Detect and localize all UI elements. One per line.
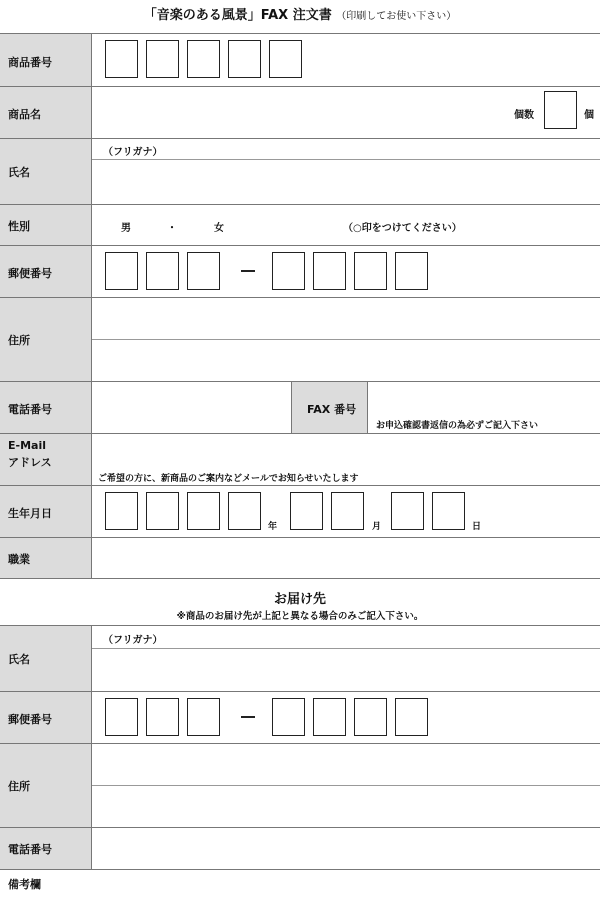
divider xyxy=(0,245,600,246)
remarks-label: 備考欄 xyxy=(8,878,41,891)
delivery-name-label: 氏名 xyxy=(8,653,30,666)
delivery-postal-label: 郵便番号 xyxy=(8,713,52,726)
address-field-line1[interactable] xyxy=(93,298,600,338)
day-unit: 日 xyxy=(472,522,482,532)
divider xyxy=(0,33,600,34)
phone-field[interactable] xyxy=(93,382,290,432)
phone-label-cell xyxy=(0,381,92,433)
fax-label: FAX 番号 xyxy=(307,403,357,416)
birth-month-digit-box[interactable] xyxy=(331,492,364,530)
year-unit: 年 xyxy=(268,522,278,532)
product-name-label-cell xyxy=(0,86,92,138)
email-label-line2: アドレス xyxy=(8,456,52,469)
product-name-field[interactable] xyxy=(93,87,513,137)
postal-label-cell xyxy=(0,245,92,297)
divider xyxy=(0,485,600,486)
postal-digit-box[interactable] xyxy=(313,252,346,290)
postal-digit-box[interactable] xyxy=(105,252,138,290)
name-field[interactable] xyxy=(93,160,600,203)
delivery-address-label: 住所 xyxy=(8,780,30,793)
birth-day-digit-box[interactable] xyxy=(432,492,465,530)
delivery-postal-digit-box[interactable] xyxy=(187,698,220,736)
birth-year-digit-box[interactable] xyxy=(187,492,220,530)
postal-digit-box[interactable] xyxy=(354,252,387,290)
product-number-label: 商品番号 xyxy=(8,56,52,69)
gender-separator: ・ xyxy=(167,223,177,234)
product-number-digit-box[interactable] xyxy=(187,40,220,78)
remarks-field[interactable] xyxy=(0,870,600,916)
product-number-digit-box[interactable] xyxy=(146,40,179,78)
delivery-phone-label: 電話番号 xyxy=(8,843,52,856)
birthday-label-cell xyxy=(0,485,92,537)
delivery-postal-label-cell xyxy=(0,691,92,743)
gender-label-cell xyxy=(0,204,92,245)
address-field-line2[interactable] xyxy=(93,340,600,380)
delivery-name-field[interactable] xyxy=(93,649,600,690)
address-label-cell xyxy=(0,297,92,381)
postal-digit-box[interactable] xyxy=(395,252,428,290)
fax-label-cell xyxy=(291,381,368,433)
form-title-text: 「音楽のある風景」FAX 注文書 xyxy=(143,8,332,23)
postal-dash xyxy=(241,270,255,272)
product-name-label: 商品名 xyxy=(8,108,41,121)
email-field[interactable] xyxy=(93,434,600,468)
gender-male[interactable]: 男 xyxy=(121,223,131,234)
delivery-postal-digit-box[interactable] xyxy=(272,698,305,736)
quantity-label: 個数 xyxy=(514,110,534,121)
product-number-digit-box[interactable] xyxy=(269,40,302,78)
delivery-postal-digit-box[interactable] xyxy=(105,698,138,736)
postal-label: 郵便番号 xyxy=(8,267,52,280)
birth-month-digit-box[interactable] xyxy=(290,492,323,530)
divider xyxy=(0,691,600,692)
name-label: 氏名 xyxy=(8,166,30,179)
postal-digit-box[interactable] xyxy=(187,252,220,290)
delivery-phone-field[interactable] xyxy=(93,828,600,868)
gender-label: 性別 xyxy=(8,220,30,233)
occupation-label-cell xyxy=(0,537,92,578)
delivery-title: お届け先 xyxy=(273,592,326,607)
gender-female[interactable]: 女 xyxy=(214,223,224,234)
birth-day-digit-box[interactable] xyxy=(391,492,424,530)
delivery-address-label-cell xyxy=(0,743,92,827)
gender-note: （○印をつけてください） xyxy=(343,223,462,234)
phone-label: 電話番号 xyxy=(8,403,52,416)
delivery-postal-dash xyxy=(241,716,255,718)
delivery-furigana-label: （フリガナ） xyxy=(103,635,163,646)
birth-year-digit-box[interactable] xyxy=(228,492,261,530)
address-label: 住所 xyxy=(8,334,30,347)
delivery-postal-digit-box[interactable] xyxy=(313,698,346,736)
divider xyxy=(0,578,600,579)
email-label-line1: E-Mail xyxy=(8,439,46,452)
name-label-cell xyxy=(0,138,92,204)
birth-year-digit-box[interactable] xyxy=(105,492,138,530)
divider xyxy=(0,204,600,205)
delivery-address-field-line2[interactable] xyxy=(93,786,600,826)
postal-digit-box[interactable] xyxy=(146,252,179,290)
delivery-postal-digit-box[interactable] xyxy=(146,698,179,736)
divider xyxy=(0,138,600,139)
product-number-label-cell xyxy=(0,34,92,86)
quantity-box[interactable] xyxy=(544,91,577,129)
delivery-phone-label-cell xyxy=(0,827,92,869)
form-title xyxy=(0,4,600,23)
furigana-label: （フリガナ） xyxy=(103,147,163,158)
postal-digit-box[interactable] xyxy=(272,252,305,290)
month-unit: 月 xyxy=(372,522,382,532)
delivery-name-label-cell xyxy=(0,625,92,691)
birthday-label: 生年月日 xyxy=(8,507,52,520)
fax-note: お申込確認書返信の為必ずご記入下さい xyxy=(376,421,539,431)
divider xyxy=(0,625,600,626)
form-title-note: （印刷してお使い下さい） xyxy=(336,11,457,22)
quantity-unit: 個 xyxy=(584,110,594,121)
delivery-subtitle: ※商品のお届け先が上記と異なる場合のみご記入下さい。 xyxy=(176,611,424,622)
occupation-field[interactable] xyxy=(93,538,600,577)
product-number-digit-box[interactable] xyxy=(228,40,261,78)
delivery-postal-digit-box[interactable] xyxy=(395,698,428,736)
delivery-postal-digit-box[interactable] xyxy=(354,698,387,736)
birth-year-digit-box[interactable] xyxy=(146,492,179,530)
product-number-digit-box[interactable] xyxy=(105,40,138,78)
occupation-label: 職業 xyxy=(8,553,30,566)
delivery-address-field-line1[interactable] xyxy=(93,744,600,784)
email-note: ご希望の方に、新商品のご案内などメールでお知らせいたします xyxy=(98,474,359,484)
email-label-cell xyxy=(0,433,92,485)
